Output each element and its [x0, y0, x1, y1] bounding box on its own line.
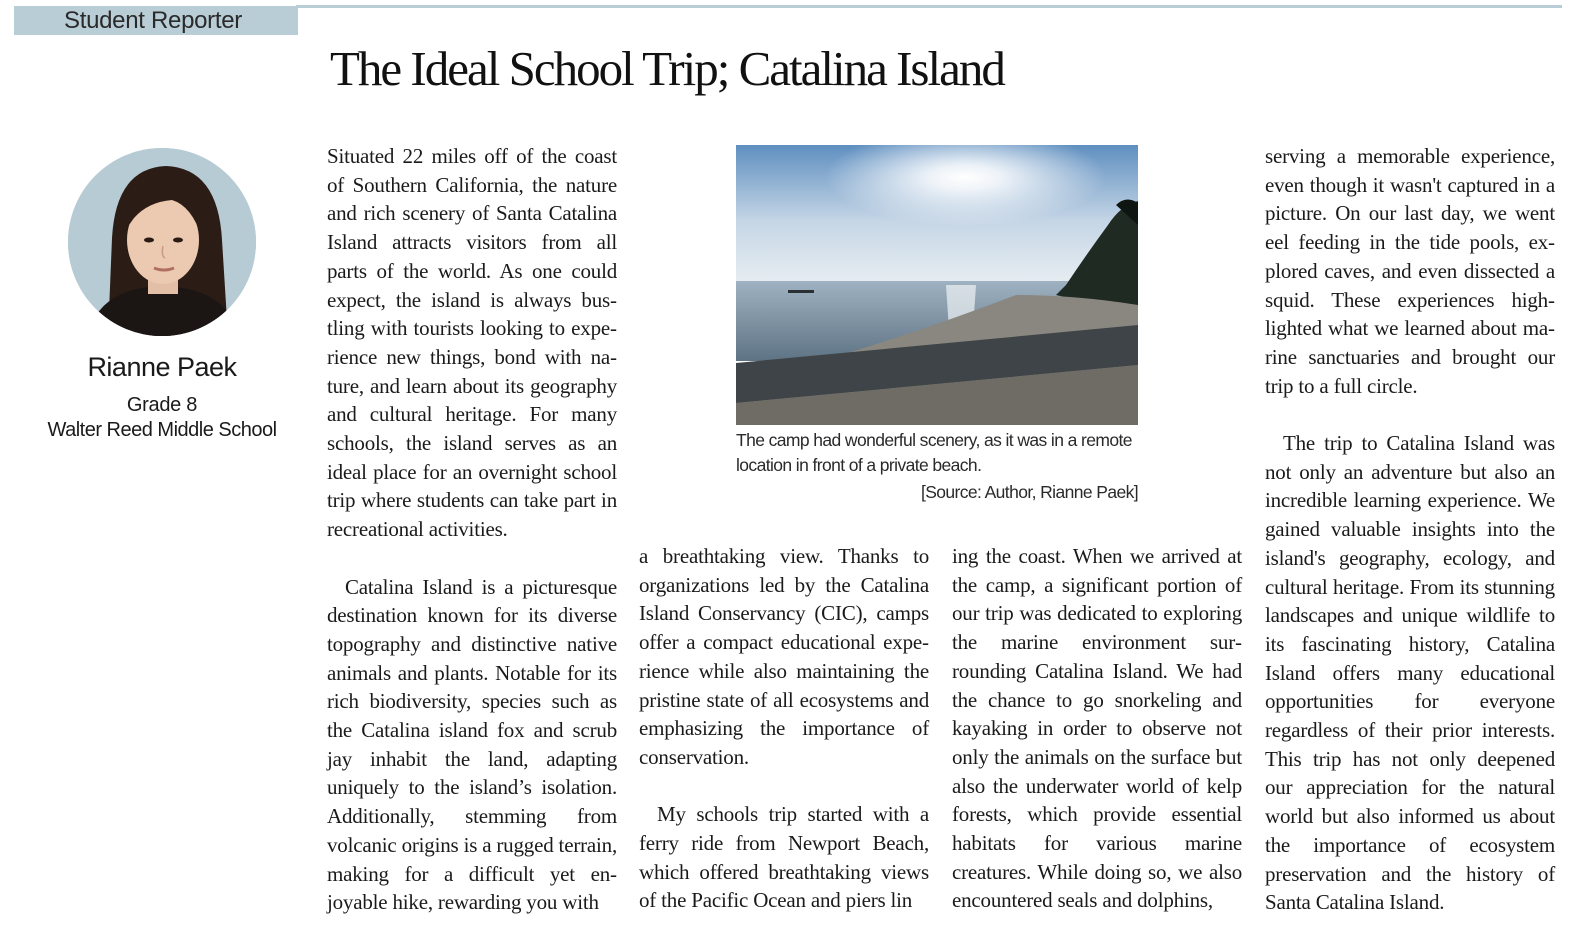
section-label: Student Reporter — [64, 7, 242, 34]
article-column-3 — [952, 542, 1242, 944]
article-paragraph: Situated 22 miles off of the coast of Southern California, the nature and rich scenery of Santa Catalina Island attracts visitors from all parts of the world. As one could expect, the island is always bustling with tourists looking to experience new things, bond with nature, and learn about its geography and cultural heritage. For many schools, the island serves as an ideal place for an overnight school trip where students can take part in recreational activities. — [327, 144, 617, 542]
photo-caption: The camp had wonderful scenery, as it was in a remote location in front of a private beach. — [736, 430, 1132, 475]
article-column-2 — [639, 542, 929, 944]
article-paragraph: a breathtaking view. Thanks to organizations led by the Catalina Island Conservancy (CIC), camps offer a compact educational experience while also maintaining the pristine state of all ecosystems and emphasizing the importance of conservation. — [639, 544, 929, 769]
article-title: The Ideal School Trip; Catalina Island — [330, 41, 1004, 96]
author-avatar — [68, 148, 256, 336]
author-school: Walter Reed Middle School — [47, 419, 277, 441]
author-grade: Grade 8 — [126, 394, 198, 416]
article-column-4 — [1265, 142, 1555, 946]
article-paragraph: Catalina Island is a picturesque destination known for its diverse topography and distinctive native animals and plants. Notable for its rich biodiversity, species such as the Catalina island fox and scrub jay inhabit the land, adapting uniquely to the island’s isolation. Additionally, stemming from volcanic origins is a rugged terrain, making for a difficult yet enjoyable hike, rewarding you with — [327, 574, 618, 915]
article-column-1 — [327, 142, 617, 946]
author-name: Rianne Paek — [87, 352, 237, 382]
photo-source: [Source: Author, Rianne Paek] — [920, 482, 1138, 502]
article-photo — [736, 145, 1138, 425]
section-tag — [14, 6, 298, 35]
article-paragraph: serving a memorable experience, even though it wasn't captured in a picture. On our last day, we went eel feeding in the tide pools, explored caves, and even dissected a squid. These experiences highlighted what we learned about marine sanctuaries and brought our trip to a full circle. — [1265, 144, 1555, 398]
article-paragraph: My schools trip started with a ferry ride from Newport Beach, which offered breathtaking views of the Pacific Ocean and piers lin — [639, 802, 929, 913]
article-paragraph: ing the coast. When we arrived at the camp, a significant portion of our trip was dedicated to exploring the marine environment surrounding Catalina Island. We had the chance to go snorkeling and kayaking in order to observe not only the animals on the surface but also the underwater world of kelp forests, which provide essential habitats for various marine creatures. While doing so, we also encountered seals and dolphins, — [952, 544, 1242, 913]
article-paragraph: The trip to Catalina Island was not only an adventure but also an incredible learning experience. We gained valuable insights into the island's geography, ecology, and cultural heritage. From its stunning landscapes and unique wildlife to its fascinating history, Catalina Island offers many educational opportunities for everyone regardless of their prior interests. This trip has not only deepened our appreciation for the natural world but also informed us about the importance of ecosystem preservation and the history of Santa Catalina Island. — [1265, 431, 1555, 915]
top-rule — [296, 5, 1562, 8]
